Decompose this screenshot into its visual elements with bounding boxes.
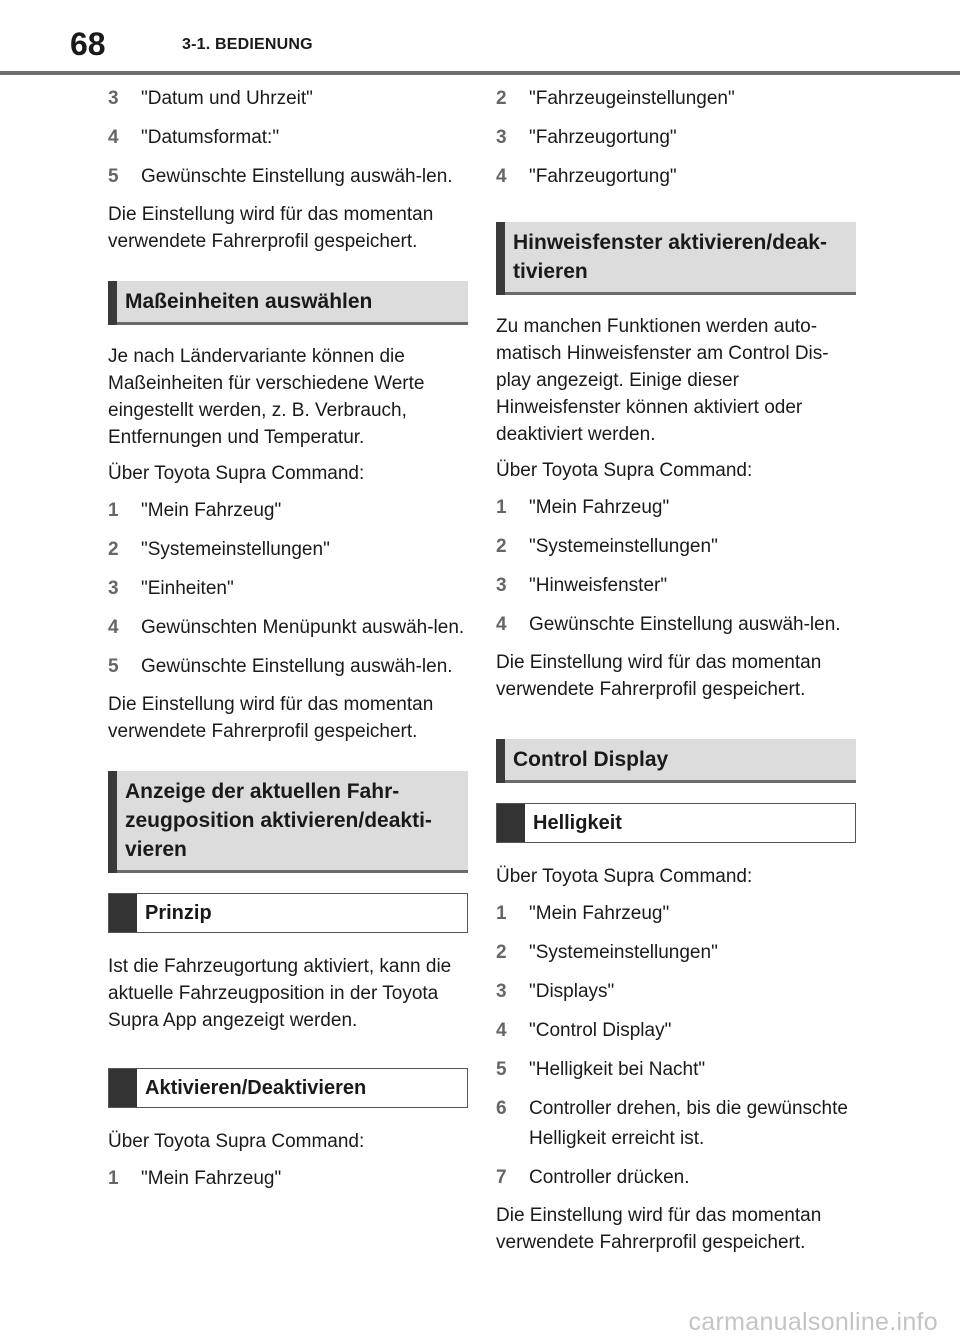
step-number: 5 [496, 1059, 507, 1080]
step-item [108, 1164, 468, 1194]
step-item [108, 496, 468, 526]
step-text: "Displays" [529, 981, 615, 1002]
step-number: 3 [496, 981, 507, 1002]
subsection-heading-activate: Aktivieren/Deaktivieren [108, 1068, 468, 1108]
step-item [108, 123, 468, 153]
via-command: Über Toyota Supra Command: [496, 866, 753, 887]
principle-text: Ist die Fahrzeugortung aktiviert, kann die aktuelle Fahrzeugposition in der Toyota Supra App angezeigt werden. [108, 956, 452, 1031]
via-command: Über Toyota Supra Command: [108, 1131, 365, 1152]
step-number: 3 [108, 578, 119, 599]
step-text: "Datum und Uhrzeit" [141, 88, 313, 109]
step-item [496, 123, 856, 153]
step-item [496, 1094, 856, 1154]
step-number: 4 [496, 1020, 507, 1041]
step-number: 4 [496, 166, 507, 187]
step-list [496, 84, 856, 192]
step-text: "Mein Fahrzeug" [529, 903, 670, 924]
step-text: "Mein Fahrzeug" [529, 497, 670, 518]
step-item [108, 535, 468, 565]
step-text: Gewünschte Einstellung auswäh-len. [141, 166, 453, 187]
step-list [496, 493, 856, 640]
step-item [496, 938, 856, 968]
step-item [108, 652, 468, 682]
units-intro: Je nach Ländervariante können die Maßeinheiten für verschiedene Werte eingestellt werden, z. B. Verbrauch, Entfernungen und Temperatur. [108, 346, 425, 448]
step-item [108, 574, 468, 604]
step-text: "Fahrzeugortung" [529, 127, 677, 148]
step-item [108, 84, 468, 114]
step-list [108, 496, 468, 682]
step-number: 5 [108, 166, 119, 187]
step-number: 2 [496, 536, 507, 557]
step-item [496, 162, 856, 192]
step-number: 3 [496, 575, 507, 596]
step-item [496, 610, 856, 640]
step-item [496, 977, 856, 1007]
step-text: Gewünschte Einstellung auswäh-len. [141, 656, 453, 677]
step-text: "Einheiten" [141, 578, 234, 599]
step-item [496, 1016, 856, 1046]
profile-note: Die Einstellung wird für das momentan verwendete Fahrerprofil gespeichert. [108, 204, 434, 252]
step-list [496, 899, 856, 1193]
step-number: 7 [496, 1167, 507, 1188]
step-item [108, 162, 468, 192]
step-text: "Fahrzeugortung" [529, 166, 677, 187]
watermark: carmanualsonline.info [688, 1308, 938, 1336]
step-number: 1 [496, 497, 507, 518]
step-text: Controller drücken. [529, 1167, 690, 1188]
step-text: "Mein Fahrzeug" [141, 1168, 282, 1189]
step-text: "Systemeinstellungen" [529, 942, 718, 963]
profile-note: Die Einstellung wird für das momentan verwendete Fahrerprofil gespeichert. [496, 1205, 822, 1253]
step-text: "Systemeinstellungen" [141, 539, 330, 560]
page-header [0, 0, 960, 76]
step-text: "Helligkeit bei Nacht" [529, 1059, 706, 1080]
step-number: 2 [108, 539, 119, 560]
step-item [496, 571, 856, 601]
step-number: 2 [496, 942, 507, 963]
section-heading-position: Anzeige der aktuellen Fahr-zeugposition aktivieren/deakti-vieren [108, 771, 468, 873]
header-rule [0, 71, 960, 75]
section-heading-hints: Hinweisfenster aktivieren/deak-tivieren [496, 222, 856, 295]
step-text: "Control Display" [529, 1020, 672, 1041]
section-heading-control-display: Control Display [496, 739, 856, 783]
step-number: 4 [108, 617, 119, 638]
step-number: 5 [108, 656, 119, 677]
page-number: 68 [70, 26, 106, 62]
profile-note: Die Einstellung wird für das momentan verwendete Fahrerprofil gespeichert. [108, 694, 434, 742]
step-text: "Systemeinstellungen" [529, 536, 718, 557]
step-text: Gewünschte Einstellung auswäh-len. [529, 614, 841, 635]
step-item [108, 613, 468, 643]
step-number: 6 [496, 1098, 507, 1119]
hints-intro: Zu manchen Funktionen werden auto-matisch Hinweisfenster am Control Dis-play angezeigt. Einige dieser Hinweisfenster können aktiviert oder deaktiviert werden. [496, 316, 829, 445]
step-item [496, 1163, 856, 1193]
step-list [108, 84, 468, 192]
via-command: Über Toyota Supra Command: [108, 463, 365, 484]
step-item [496, 1055, 856, 1085]
step-text: Gewünschten Menüpunkt auswäh-len. [141, 617, 465, 638]
step-number: 4 [496, 614, 507, 635]
step-text: "Mein Fahrzeug" [141, 500, 282, 521]
subsection-heading-brightness: Helligkeit [496, 803, 856, 843]
profile-note: Die Einstellung wird für das momentan verwendete Fahrerprofil gespeichert. [496, 652, 822, 700]
step-item [496, 899, 856, 929]
step-number: 1 [108, 500, 119, 521]
left-column [108, 84, 468, 1203]
step-number: 1 [496, 903, 507, 924]
step-number: 3 [108, 88, 119, 109]
chapter-title: 3-1. BEDIENUNG [182, 36, 313, 53]
step-item [496, 532, 856, 562]
step-item [496, 84, 856, 114]
subsection-heading-principle: Prinzip [108, 893, 468, 933]
step-list [108, 1164, 468, 1194]
step-number: 4 [108, 127, 119, 148]
via-command: Über Toyota Supra Command: [496, 460, 753, 481]
step-text: "Hinweisfenster" [529, 575, 668, 596]
step-text: "Fahrzeugeinstellungen" [529, 88, 735, 109]
step-text: Controller drehen, bis die gewünschte Helligkeit erreicht ist. [529, 1098, 848, 1149]
step-number: 1 [108, 1168, 119, 1189]
right-column [496, 84, 856, 1265]
step-item [496, 493, 856, 523]
step-text: "Datumsformat:" [141, 127, 280, 148]
section-heading-units: Maßeinheiten auswählen [108, 281, 468, 325]
step-number: 3 [496, 127, 507, 148]
step-number: 2 [496, 88, 507, 109]
